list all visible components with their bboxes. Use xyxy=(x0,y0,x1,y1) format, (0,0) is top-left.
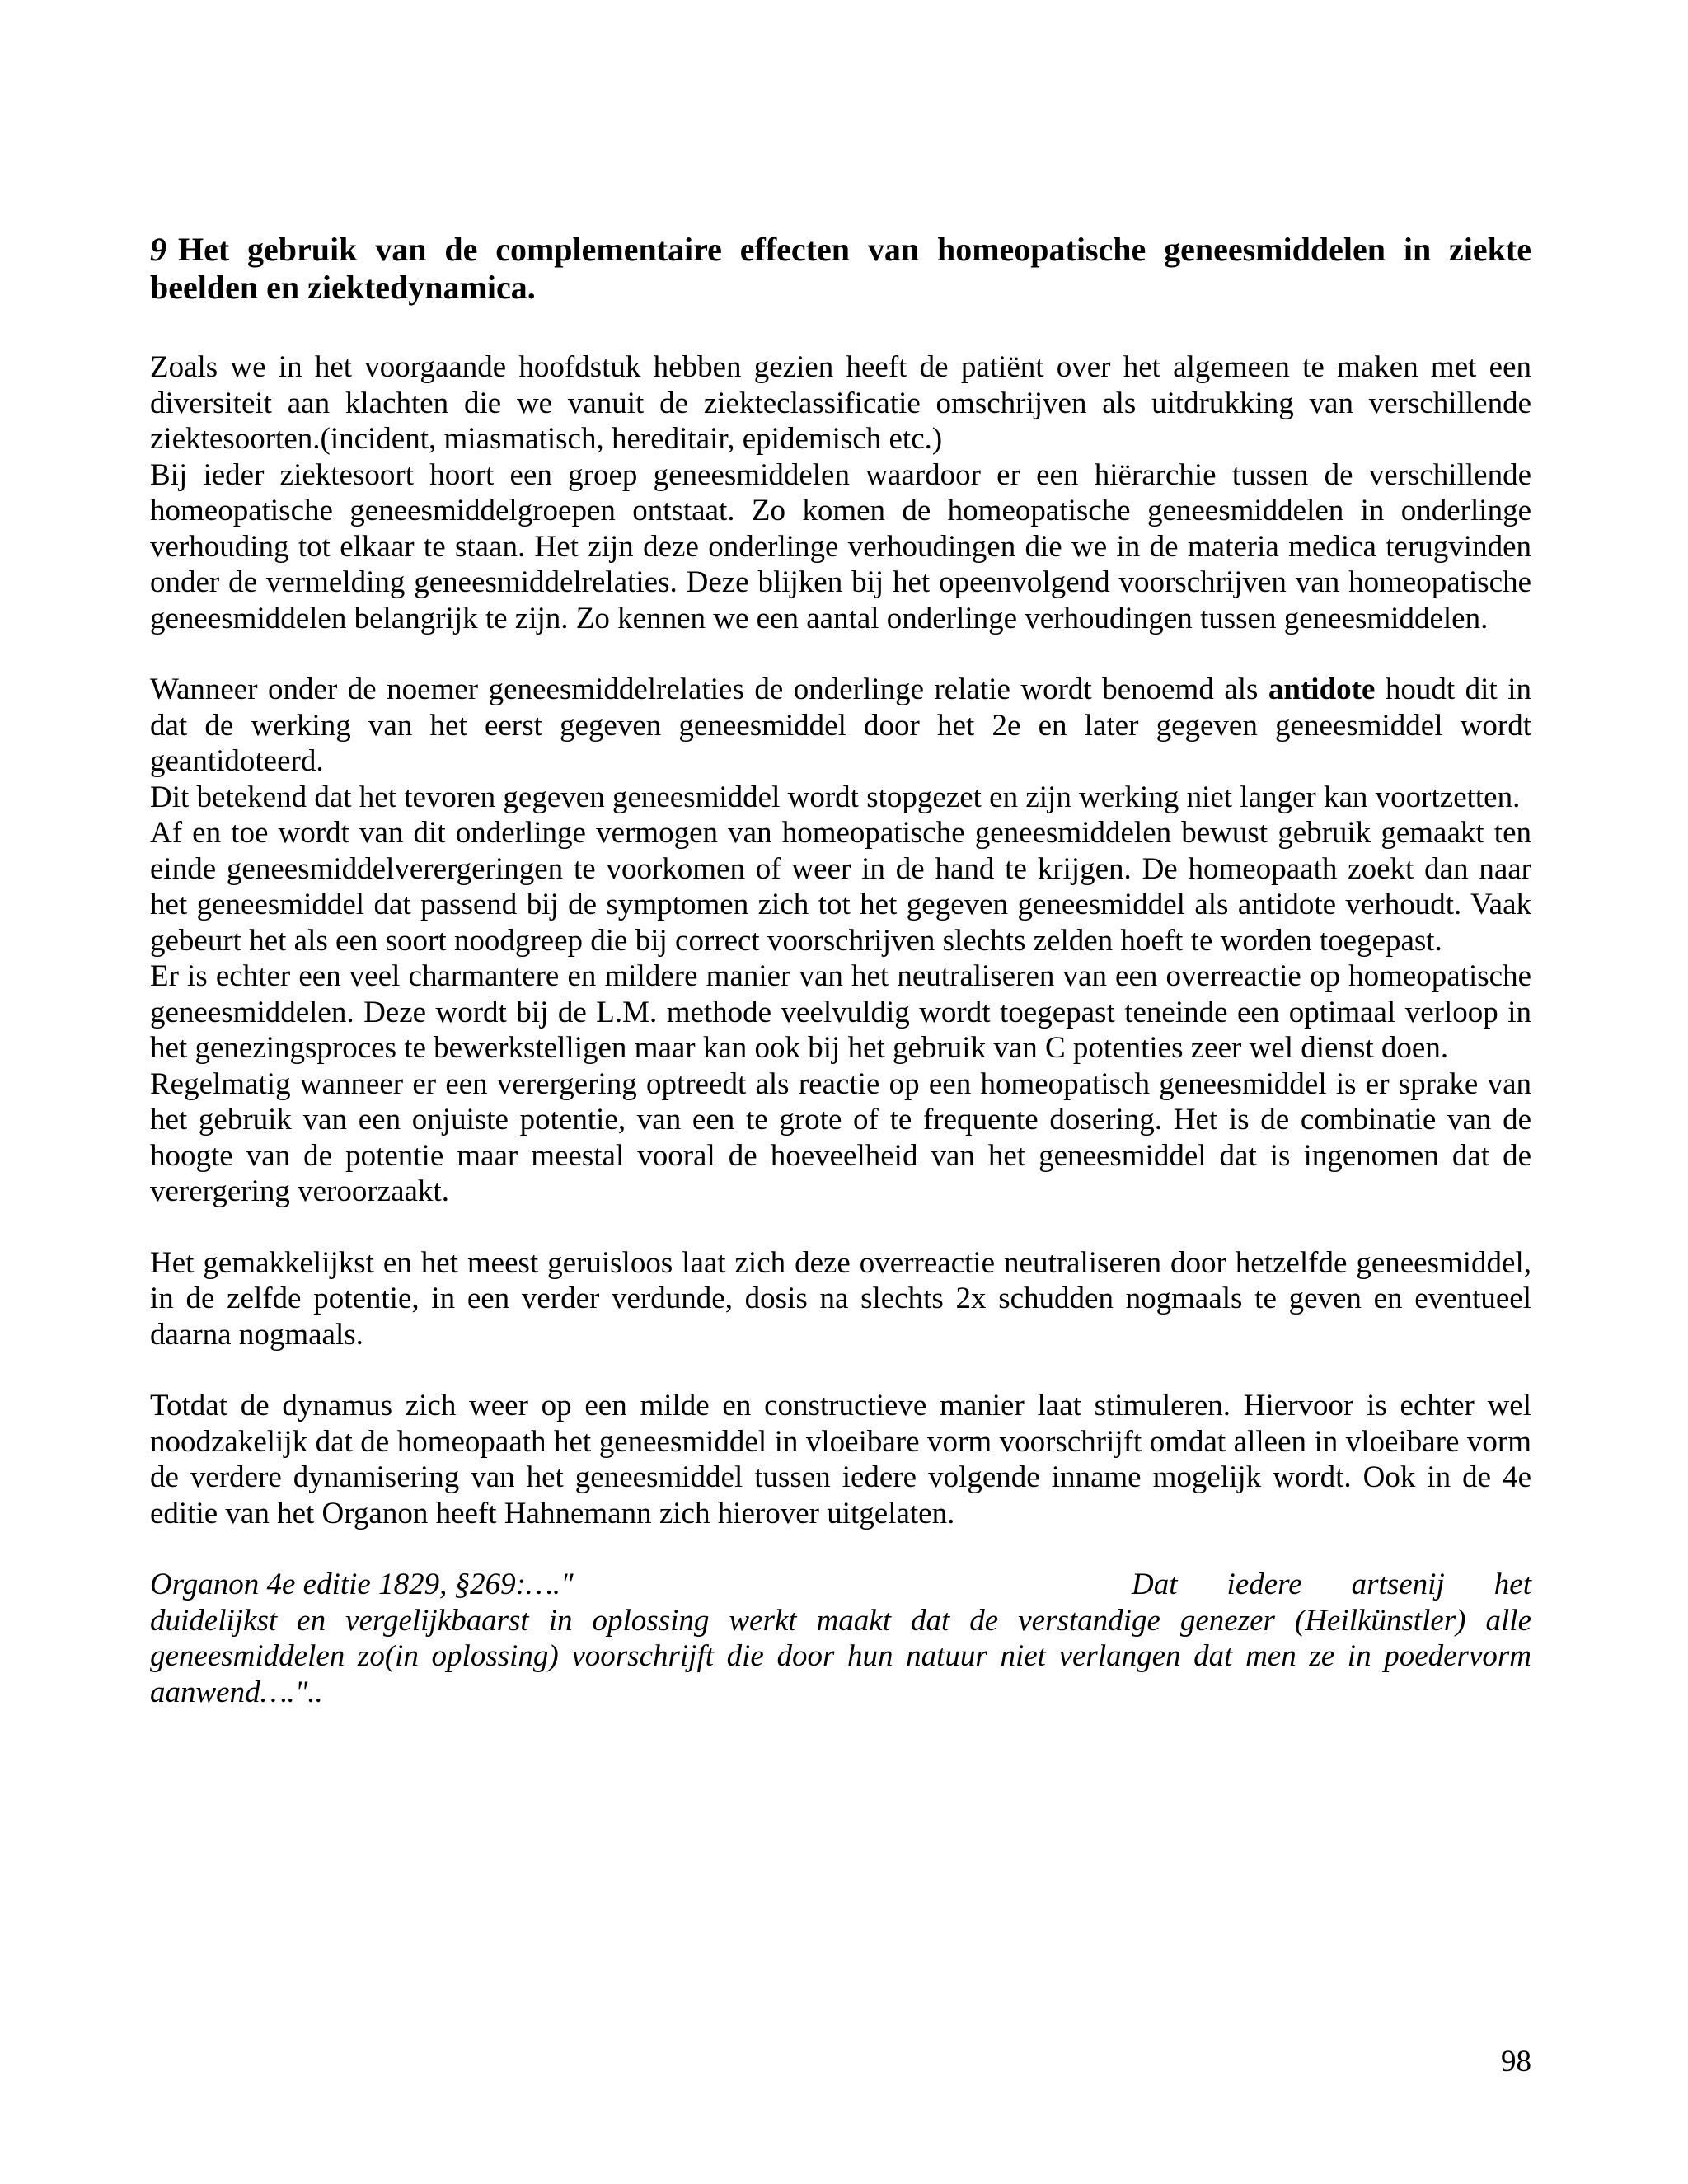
spacer xyxy=(150,1210,1531,1245)
quote-source: Organon 4e editie 1829, §269:…." xyxy=(150,1568,574,1601)
paragraph-7: Regelmatig wanneer er een verergering optreedt als reactie op een homeopatisch geneesmiddel is er sprake van het gebruik van een onjuiste potentie, van een te grote of te frequente dosering. Het is de combinatie van de hoogte van de potentie maar meestal vooral de hoeveelheid van het geneesmiddel dat is ingenomen dat de verergering veroorzaakt. xyxy=(150,1066,1531,1208)
paragraph-1: Zoals we in het voorgaande hoofdstuk hebben gezien heeft de patiënt over het algemeen te maken met een diversiteit aan klachten die we vanuit de ziekteclassificatie omschrijven als uitdrukking van verschillende ziektesoorten.(incident, miasmatisch, hereditair, epidemisch etc.) xyxy=(150,350,1531,456)
spacer xyxy=(150,636,1531,672)
antidote-term: antidote xyxy=(1268,673,1376,706)
quote-lead-words xyxy=(1132,1567,1531,1603)
paragraph-3-end: houdt dit in dat de werking van het eerst gegeven geneesmiddel door het 2e en later gegeven geneesmiddel wordt geantidoteerd. xyxy=(150,673,1531,778)
quote-body: duidelijkst en vergelijkbaarst in oplossing werkt maakt dat de verstandige genezer (Heilkünstler) alle geneesmiddelen zo(in oplossing) voorschrijft die door hun natuur niet verlangen dat men ze in poedervorm aanwend….".. xyxy=(150,1603,1531,1709)
paragraph-3 xyxy=(150,672,1531,780)
paragraph-2: Bij ieder ziektesoort hoort een groep geneesmiddelen waardoor er een hiërarchie tussen de verschillende homeopatische geneesmiddelgroepen ontstaat. Zo komen de homeopatische geneesmiddelen in onderlinge verhouding tot elkaar te staan. Het zijn deze onderlinge verhoudingen die we in de materia medica terugvinden onder de vermelding geneesmiddelrelaties. Deze blijken bij het opeenvolgend voorschrijven van homeopatische geneesmiddelen belangrijk te zijn. Zo kennen we een aantal onderlinge verhoudingen tussen geneesmiddelen. xyxy=(150,457,1531,635)
chapter-title: Het gebruik van de complementaire effecten van homeopatische geneesmiddelen in ziekte beelden en ziektedynamica. xyxy=(150,231,1531,306)
quote-word: artsenij xyxy=(1351,1568,1445,1601)
paragraph-9: Totdat de dynamus zich weer op een milde en constructieve manier laat stimuleren. Hiervoor is echter wel noodzakelijk dat de homeopaath het geneesmiddel in vloeibare vorm voorschrijft omdat alleen in vloeibare vorm de verdere dynamisering van het geneesmiddel tussen iedere volgende inname mogelijk wordt. Ook in de 4e editie van het Organon heeft Hahnemann zich hierover uitgelaten. xyxy=(150,1389,1531,1530)
chapter-heading xyxy=(150,231,1531,307)
paragraph-5: Af en toe wordt van dit onderlinge vermogen van homeopatische geneesmiddelen bewust gebruik gemaakt ten einde geneesmiddelverergeringen te voorkomen of weer in de hand te krijgen. De homeopaath zoekt dan naar het geneesmiddel dat passend bij de symptomen zich tot het gegeven geneesmiddel als antidote verhoudt. Vaak gebeurt het als een soort noodgreep die bij correct voorschrijven slechts zelden hoeft te worden toegepast. xyxy=(150,816,1531,958)
quote-word: iedere xyxy=(1226,1568,1302,1601)
paragraph-3-start: Wanneer onder de noemer geneesmiddelrelaties de onderlinge relatie wordt benoemd als xyxy=(150,673,1268,706)
quote-header xyxy=(150,1567,1531,1603)
paragraph-8: Het gemakkelijkst en het meest geruisloos laat zich deze overreactie neutraliseren door hetzelfde geneesmiddel, in de zelfde potentie, in een verder verdunde, dosis na slechts 2x schudden nogmaals te geven en eventueel daarna nogmaals. xyxy=(150,1245,1531,1352)
document-page xyxy=(150,231,1531,1710)
quote-word: Dat xyxy=(1132,1568,1178,1601)
spacer xyxy=(150,1531,1531,1567)
paragraph-6: Er is echter een veel charmantere en mildere manier van het neutraliseren van een overreactie op homeopatische geneesmiddelen. Deze wordt bij de L.M. methode veelvuldig wordt toegepast teneinde een optimaal verloop in het genezingsproces te bewerkstelligen maar kan ook bij het gebruik van C potenties zeer wel dienst doen. xyxy=(150,959,1531,1065)
quote-word: het xyxy=(1493,1568,1531,1601)
page-number: 98 xyxy=(1501,2045,1531,2079)
paragraph-4: Dit betekend dat het tevoren gegeven geneesmiddel wordt stopgezet en zijn werking niet langer kan voortzetten. xyxy=(150,780,1521,814)
chapter-number: 9 xyxy=(150,231,166,268)
spacer xyxy=(150,1352,1531,1388)
